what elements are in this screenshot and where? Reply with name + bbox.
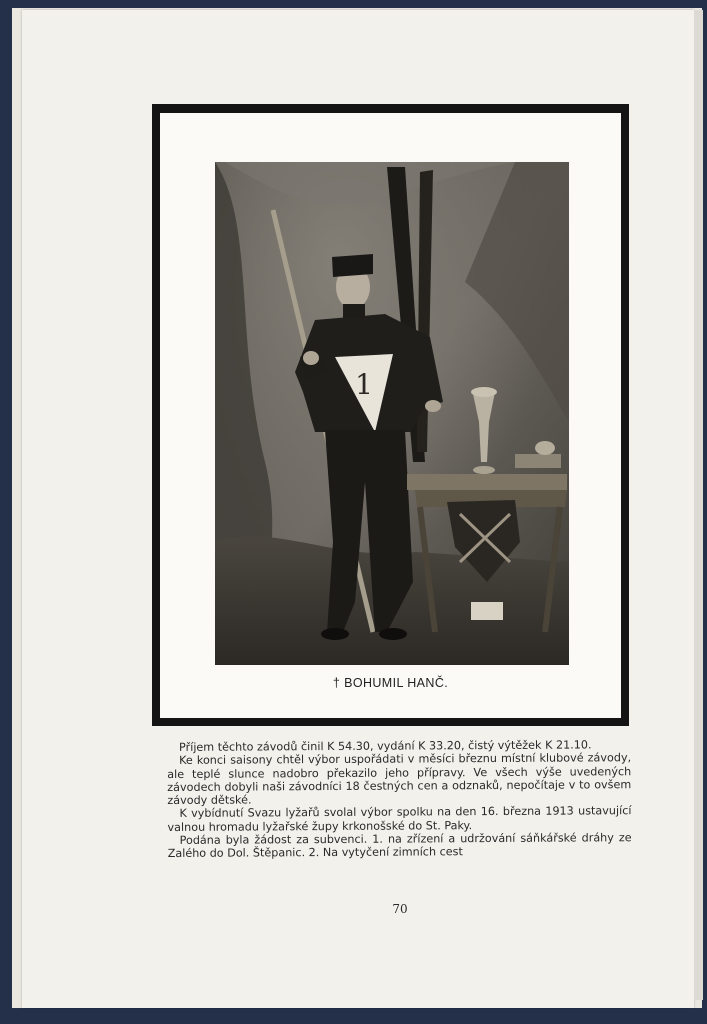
body-text: [167, 738, 632, 861]
paragraph: Ke konci saisony chtěl výbor uspořádati v měsíci březnu místní klubové závody, ale teplé slunce nadobro překazilo jeho přípravy. Ve všech výše uvedených závodech dobyli naši závodníci 18 čestných cen a odznaků, nepočítaje v to ovšem závody dětské.: [167, 751, 632, 808]
portrait-photo: [215, 162, 569, 665]
page-edge: [694, 10, 703, 1000]
paragraph: Podána byla žádost za subvenci. 1. na zřízení a udržování sáňkářské dráhy ze Zalého do Dol. Štěpanic. 2. Na vytyčení zimních cest: [167, 831, 632, 861]
page-number: 70: [392, 902, 408, 916]
paragraph: Příjem těchto závodů činil K 54.30, vydání K 33.20, čistý výtěžek K 21.10.: [178, 738, 592, 754]
bib-number: 1: [355, 368, 373, 401]
paragraph: K vybídnutí Svazu lyžařů svolal výbor spolku na den 16. března 1913 ustavující valnou hromadu lyžařské župy krkonošské do St. Paky.: [167, 804, 632, 834]
photo-caption: † BOHUMIL HANČ.: [332, 676, 449, 690]
